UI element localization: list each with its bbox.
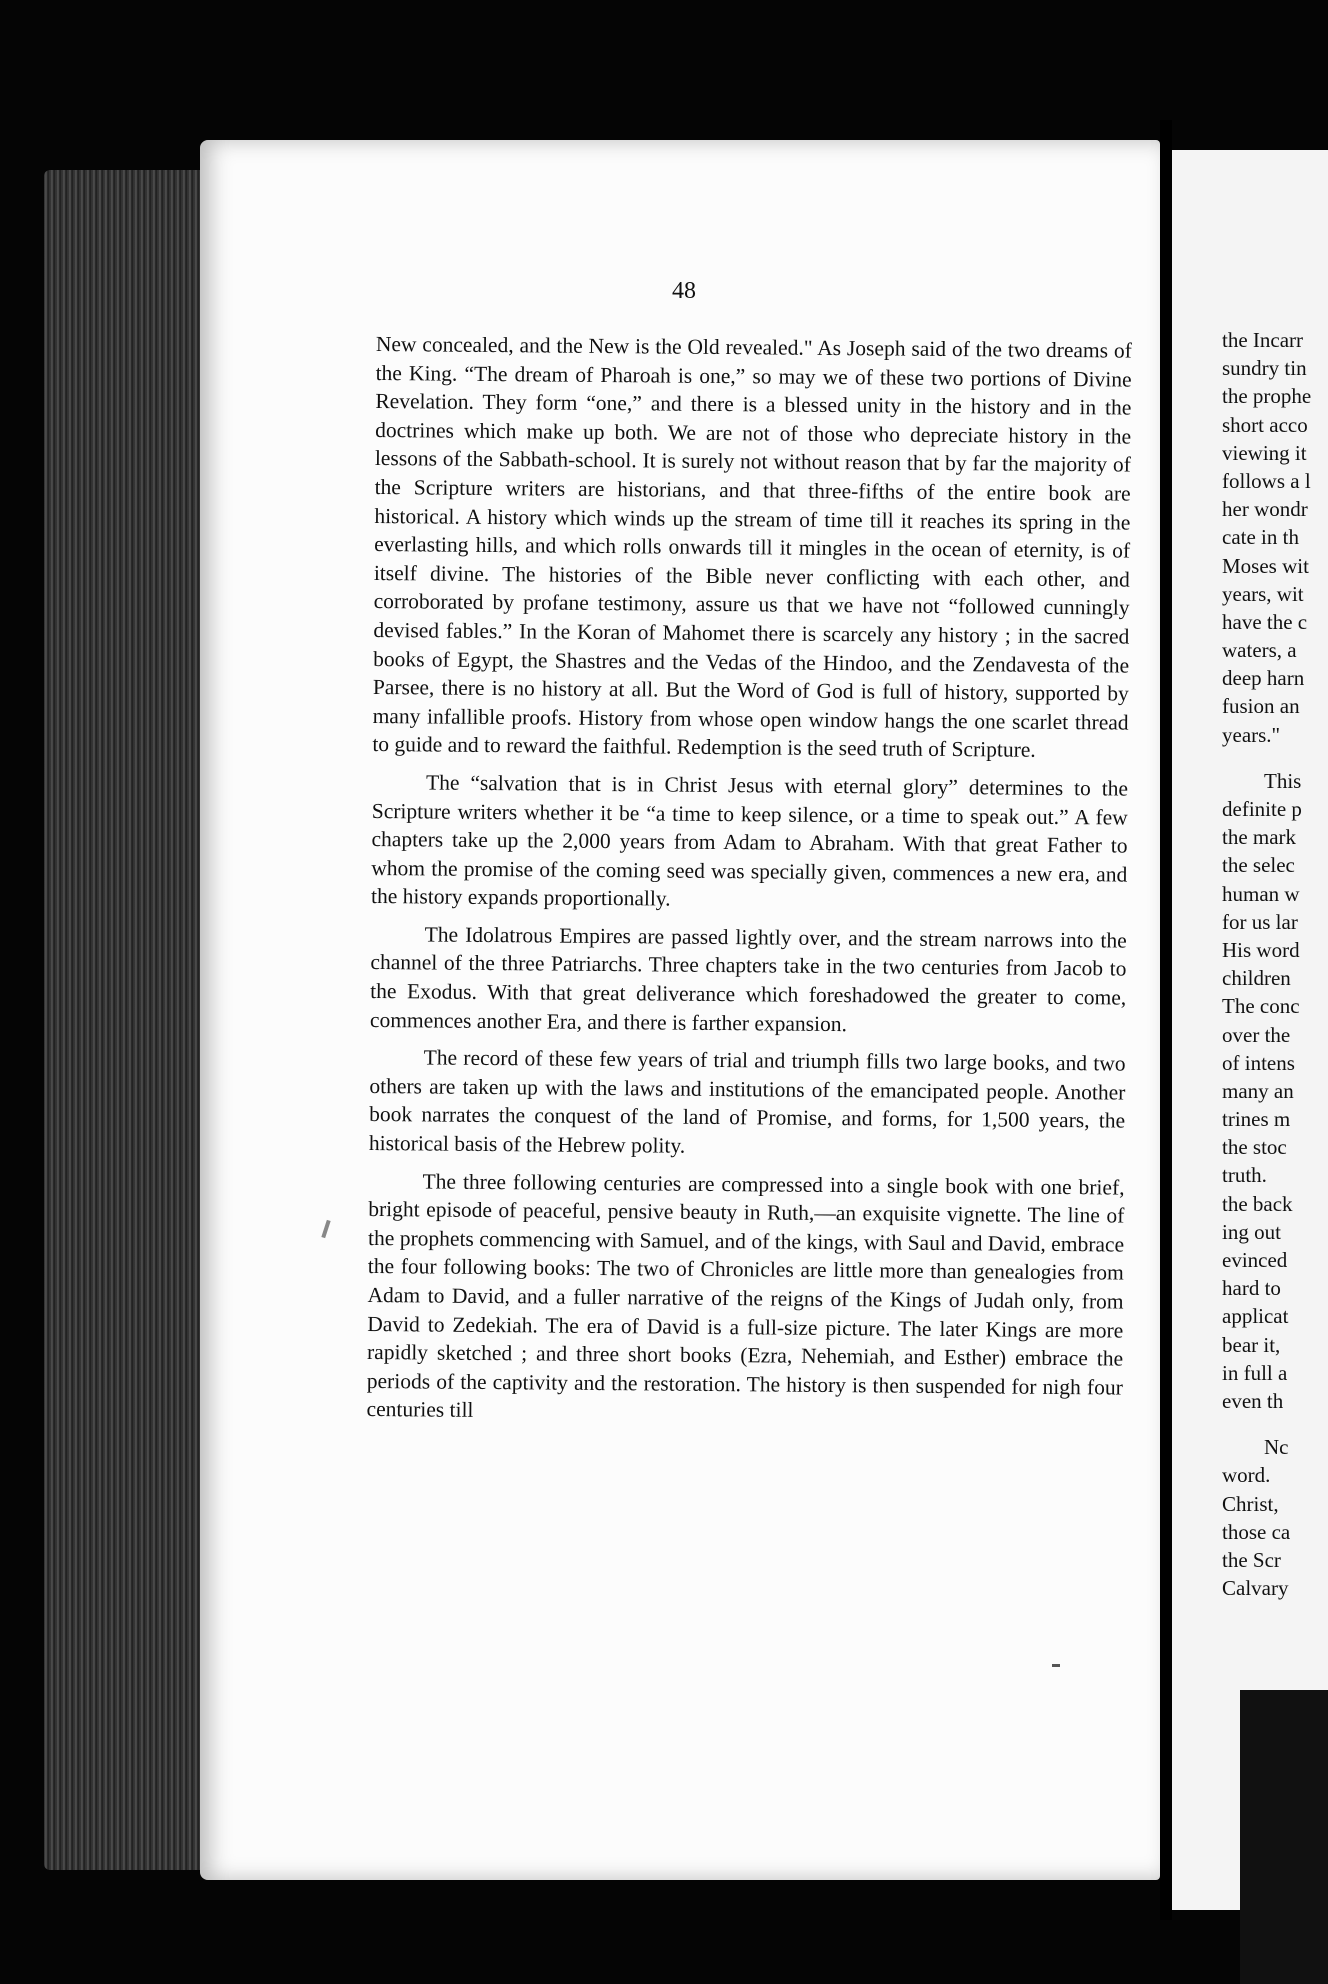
right-page-line: the mark [1222,825,1297,850]
right-page-line: for us lar [1222,909,1298,934]
paragraph-2: The “salvation that is in Christ Jesus with eternal glory” determines to the Scripture writers whether it be “a time to keep silence, or a time to speak out.” A few chapters take up the 2,000 years from Adam to Abraham. With that great Father to whom the promise of the coming seed was specially given, commences a new era, and the history expands proportionally. [370,770,1129,911]
right-block-1 [1222,326,1328,749]
right-block-2 [1222,767,1328,1415]
right-page-line: over the [1222,1022,1291,1047]
right-page-line: have the c [1222,609,1308,634]
page-number: 48 [672,278,696,304]
right-page-line: of intens [1222,1050,1295,1075]
right-page-line: even th [1222,1388,1284,1413]
right-page-line: many an [1222,1078,1294,1103]
right-page-line: Nc [1264,1435,1289,1460]
paragraph-1: New concealed, and the New is the Old revealed." As Joseph said of the two dreams of the King. “The dream of Pharoah is one,” so may we of these two portions of Divine Revelation. They form “one,” and there is a blessed unity in the history and in the doctrines which make up both. We are not of those who depreciate history in the lessons of the Sabbath-school. It is surely not without reason that by far the majority of the Scripture writers are historians, and that three-fifths of the entire book are historical. A history which winds up the stream of time till it reaches its spring in the everlasting hills, and which rolls onwards till it mingles in the ocean of eternity, is of itself divine. The histories of the Bible never conflicting with each other, and corroborated by profane testimony, assure us that we have not “followed cunningly devised fables.” In the Koran of Mahomet there is scarcely any history ; in the sacred books of Egypt, the Shastres and the Vedas of the Hindoo, and the Zendavesta of the Parsee, there is no history at all. But the Word of God is full of history, supported by many infallible proofs. History from whose open window hangs the one scarlet thread to guide and to reward the faithful. Redemption is the seed truth of Scripture. [372,331,1132,763]
right-page-line: the selec [1222,853,1295,878]
right-page-line: years, wit [1222,581,1304,606]
right-page-line: viewing it [1222,440,1307,465]
right-page-line: word. [1222,1463,1271,1488]
right-page-line: her wondr [1222,497,1308,522]
right-page-line: waters, a [1222,638,1297,663]
right-page-line: the Incarr [1222,328,1304,352]
right-page-line: human w [1222,881,1300,906]
book-page-edges [44,170,204,1870]
right-page-line: the back [1222,1191,1293,1216]
right-page-line: those ca [1222,1519,1291,1544]
right-page-line: Calvary [1222,1576,1289,1601]
right-page-body [1222,326,1328,1602]
right-page-line: short acco [1222,412,1308,437]
right-page-line: The conc [1222,994,1300,1019]
right-page-line: bear it, [1222,1332,1281,1357]
right-page-line: the Scr [1222,1547,1281,1572]
right-page-line: in full a [1222,1360,1288,1385]
paragraph-5: The three following centuries are compressed into a single book with one brief, bright episode of peaceful, pensive beauty in Ruth,—an exquisite vignette. The line of the prophets commencing with Samuel, and of the kings, with Saul and David, embrace the four following books: The two of Chronicles are little more than genealogies from Adam to David, and a fuller narrative of the reigns of the Kings of Judah only, from David to Zedekiah. The era of David is a full-size picture. The later Kings are more rapidly sketched ; and three short books (Ezra, Nehemiah, and Esther) embrace the periods of the captivity and the restoration. The history is then suspended for nigh four centuries till [366,1169,1125,1423]
right-page-line: truth. [1222,1163,1267,1188]
right-page-shadow [1240,1690,1328,1984]
right-page-line: the stoc [1222,1135,1287,1160]
right-page-line: follows a l [1222,468,1311,493]
right-page-line: fusion an [1222,694,1300,719]
right-page-line: applicat [1222,1304,1289,1329]
right-page-line: the prophe [1222,384,1312,409]
right-page-line: years." [1222,722,1281,747]
right-page-line: deep harn [1222,666,1305,691]
right-page-line: trines m [1222,1107,1291,1132]
book-gutter [1160,120,1172,1920]
right-page-line: children [1222,966,1291,991]
right-page-line: hard to [1222,1276,1281,1301]
right-page-line: ing out [1222,1219,1281,1244]
right-page-line: evinced [1222,1248,1288,1272]
right-page-line: cate in th [1222,525,1299,550]
left-page-body [366,330,1132,1440]
right-page-line: Moses wit [1222,553,1309,578]
paragraph-3: The Idolatrous Empires are passed lightly over, and the stream narrows into the channel of the three Patriarchs. Three chapters take in the two centuries from Jacob to the Exodus. With that great deliverance which foreshadowed the greater to come, commences another Era, and there is farther expansion. [369,922,1127,1036]
paragraph-4: The record of these few years of trial and triumph fills two large books, and two others are taken up with the laws and institutions of the emancipated people. Another book narrates the conquest of the land of Promise, and forms, for 1,500 years, the historical basis of the Hebrew polity. [368,1045,1126,1158]
right-page-line: definite p [1222,797,1302,821]
right-page-line: This [1264,768,1302,793]
stray-ink-mark [1052,1664,1060,1667]
right-page-line: sundry tin [1222,356,1307,381]
right-page-line: His word [1222,937,1300,962]
right-block-3 [1222,1433,1328,1602]
right-page-line: Christ, [1222,1491,1279,1516]
